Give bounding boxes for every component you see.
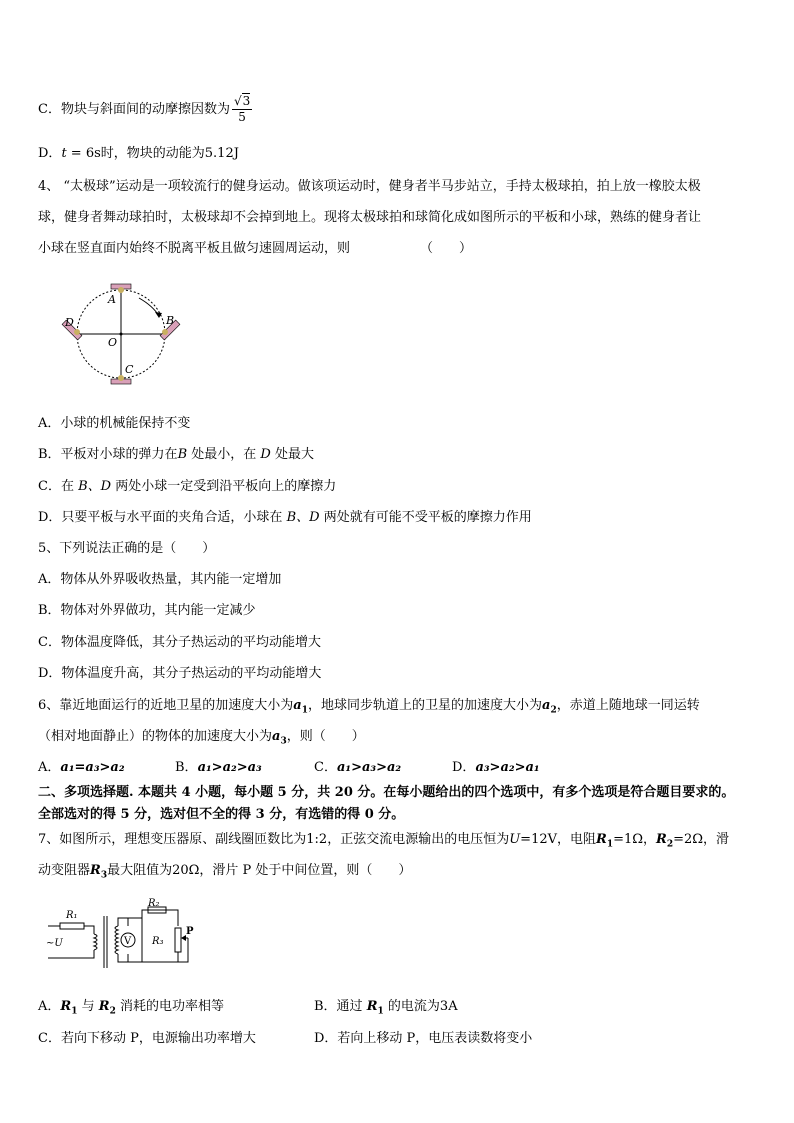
q6-stem-line1: 6、靠近地面运行的近地卫星的加速度大小为$a_1$，地球同步轨道上的卫星的加速度大小为$a_2$，赤道上随地球一同运转 [38, 698, 700, 716]
q6-option-a: A．a₁=a₃>a₂ [38, 760, 125, 775]
label-p: P [186, 926, 194, 937]
q3-option-c: C．物块与斜面间的动摩擦因数为 $\frac{√3}{5}$ [38, 94, 251, 124]
q4-option-a: A．小球的机械能保持不变 [38, 416, 191, 431]
label-c: C [125, 363, 134, 376]
q7-stem-line1: 7、如图所示，理想变压器原、副线圈匝数比为1:2，正弦交流电源输出的电压恒为U=12V，电阻$R_1=1\Omega$，$R_2=2\Omega$，滑 [38, 832, 730, 850]
q7-option-a: A．$R_1$ 与 $R_2$ 消耗的电功率相等 [38, 999, 224, 1017]
q5-stem: 5、下列说法正确的是（ ） [38, 541, 216, 556]
q7-stem-line2: 动变阻器$R_3$最大阻值为20Ω，滑片 P 处于中间位置，则（ ） [38, 863, 412, 881]
q6-option-b: B．a₁>a₂>a₃ [175, 760, 262, 775]
q4-stem-line1: 4、 “太极球”运动是一项较流行的健身运动。做该项运动时，健身者半马步站立，手持太极球拍，拍上放一橡胶太极 [38, 179, 701, 194]
label-o: O [108, 336, 118, 349]
q6-option-d: D．a₃>a₂>a₁ [452, 760, 540, 775]
q7-option-d: D．若向上移动 P，电压表读数将变小 [314, 1031, 533, 1046]
q5-option-d: D．物体温度升高，其分子热运动的平均动能增大 [38, 666, 322, 681]
q4-option-b: B．平板对小球的弹力在B 处最小，在 D 处最大 [38, 447, 315, 462]
q7-option-c: C．若向下移动 P，电源输出功率增大 [38, 1031, 256, 1046]
section2-line1: 二、多项选择题. 本题共 4 小题，每小题 5 分，共 20 分。在每小题给出的四个选项中，有多个选项是符合题目要求的。 [38, 785, 735, 800]
voltmeter-label: V [124, 936, 132, 947]
q3-option-d: D．t = 6s时，物块的动能为5.12J [38, 146, 239, 161]
fraction-sqrt3-over-5: $\frac{√3}{5}$ [233, 94, 251, 124]
q7-option-b: B．通过 $R_1$ 的电流为3A [314, 999, 458, 1017]
section2-line2: 全部选对的得 5 分，选对但不全的得 3 分，有选错的得 0 分。 [38, 807, 405, 822]
q6-option-c: C．a₁>a₃>a₂ [314, 760, 402, 775]
transformer-circuit-figure [42, 898, 202, 974]
label-u: ~U [46, 938, 63, 949]
taiji-ball-figure [55, 278, 190, 386]
label-d: D [65, 316, 74, 329]
label-r1: R₁ [66, 910, 78, 921]
q4-option-d: D．只要平板与水平面的夹角合适，小球在 B、D 两处就有可能不受平板的摩擦力作用 [38, 510, 532, 525]
q5-option-b: B．物体对外界做功，其内能一定减少 [38, 603, 256, 618]
q4-stem-line2: 球，健身者舞动球拍时，太极球却不会掉到地上。现将太极球拍和球简化成如图所示的平板和小球，熟练的健身者让 [38, 210, 702, 225]
label-b: B [166, 314, 175, 327]
label-r3: R₃ [152, 936, 164, 947]
q5-option-c: C．物体温度降低，其分子热运动的平均动能增大 [38, 635, 321, 650]
q5-option-a: A．物体从外界吸收热量，其内能一定增加 [38, 572, 282, 587]
q6-stem-line2: （相对地面静止）的物体的加速度大小为$a_3$，则（ ） [38, 729, 365, 747]
q4-option-c: C．在 B、D 两处小球一定受到沿平板向上的摩擦力 [38, 479, 337, 494]
q4-stem-line3: 小球在竖直面内始终不脱离平板且做匀速圆周运动，则 （ ） [38, 241, 473, 256]
label-a: A [108, 293, 116, 306]
label-r2: R₂ [148, 898, 160, 909]
